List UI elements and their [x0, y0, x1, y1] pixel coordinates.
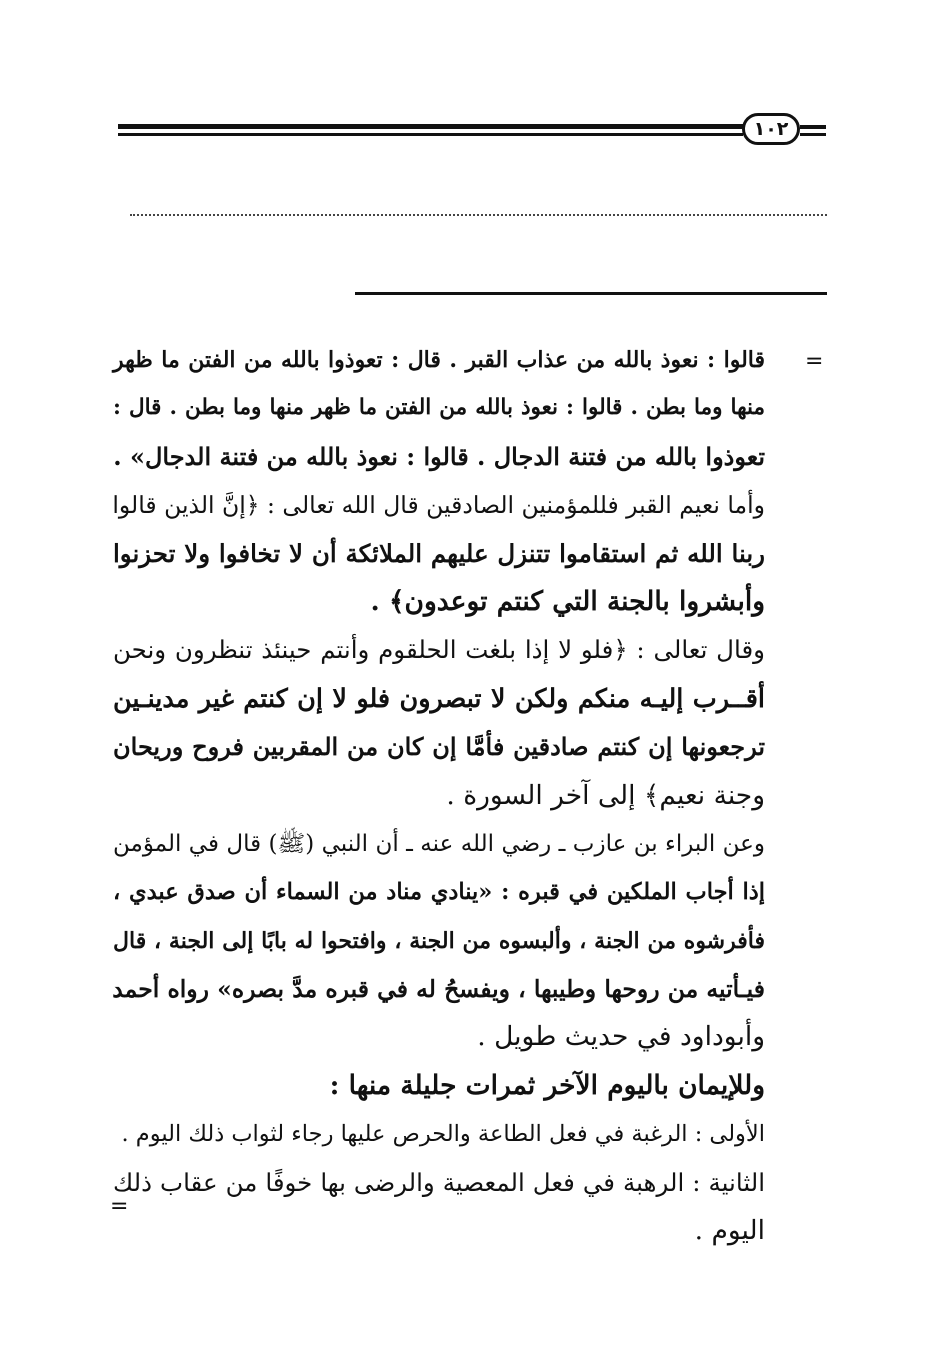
text-line: اليوم . [694, 1215, 765, 1247]
text-line: فأفرشوه من الجنة ، وألبسوه من الجنة ، وافتحوا له بابًا إلى الجنة ، قال [113, 927, 765, 954]
text-line: تعوذوا بالله من فتنة الدجال . قالوا : نعوذ بالله من فتنة الدجال» . [113, 441, 765, 471]
text-line: وأبشروا بالجنة التي كنتم توعدون﴾ . [370, 585, 765, 617]
separator-rule [355, 292, 827, 295]
text-line: فيـأتيه من روحها وطيبها ، ويفسحُ له في قبره مدَّ بصره» رواه أحمد [112, 975, 765, 1004]
text-line: وأما نعيم القبر فللمؤمنين الصادقين قال الله تعالى : ﴿إنَّ الذين قالوا [112, 491, 765, 520]
continuation-mark-bottom: = [110, 1194, 129, 1219]
body-text [113, 336, 765, 1255]
text-line: ترجعونها إن كنتم صادقين فأمَّا إن كان من المقربين فروح وريحان [113, 732, 765, 762]
text-line: ربنا الله ثم استقاموا تتنزل عليهم الملائكة أن لا تخافوا ولا تحزنوا [113, 538, 765, 568]
page-number: ١٠٢ [742, 113, 800, 145]
dotted-separator [130, 210, 827, 216]
text-line: وعن البراء بن عازب ـ رضي الله عنه ـ أن النبي (ﷺ) قال في المؤمن [113, 830, 765, 857]
header-rule-thin [118, 133, 743, 136]
header-rule-thick [118, 124, 743, 129]
text-line: الثانية : الرهبة في فعل المعصية والرضى بها خوفًا من عقاب ذلك [113, 1167, 765, 1197]
text-line: وللإيمان باليوم الآخر ثمرات جليلة منها : [329, 1069, 765, 1101]
header-rule-right-thick [800, 125, 826, 129]
text-line: أقــرب إليـه منكم ولكن لا تبصرون فلو لا إن كنتم غير مدينـين [113, 683, 765, 714]
text-line: إذا أجاب الملكين في قبره : «ينادي مناد من السماء أن صدق عبدي ، [113, 879, 765, 906]
text-line: وجنة نعيم﴾ إلى آخر السورة . [446, 779, 765, 811]
text-line: قالوا : نعوذ بالله من عذاب القبر . قال : تعوذوا بالله من الفتن ما ظهر [113, 347, 765, 373]
text-line: منها وما بطن . قالوا : نعوذ بالله من الفتن ما ظهر منها وما بطن . قال : [113, 395, 765, 421]
text-line: وقال تعالى : ﴿فلو لا إذا بلغت الحلقوم وأنتم حينئذ تنظرون ونحن [113, 635, 765, 665]
text-line: وأبوداود في حديث طويل . [477, 1021, 765, 1053]
continuation-mark-top: = [805, 349, 824, 374]
header-rule-right-thin [800, 133, 826, 136]
text-line: الأولى : الرغبة في فعل الطاعة والحرص عليها رجاء لثواب ذلك اليوم . [121, 1121, 765, 1148]
